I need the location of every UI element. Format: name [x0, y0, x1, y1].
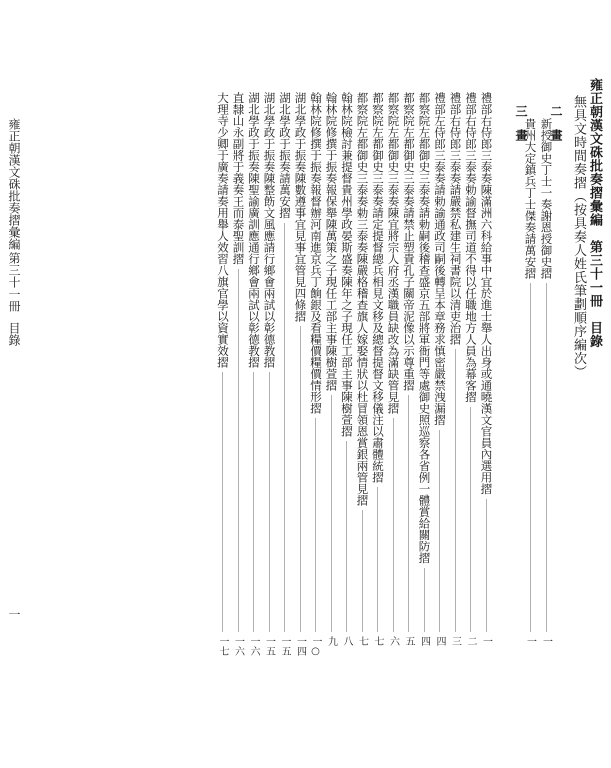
leader-line: [439, 430, 440, 633]
entry-title: 都察院左都御史三泰奏請禁止塑貴孔子關帝泥像以示尊重摺: [402, 92, 416, 391]
leader-line: [238, 269, 239, 633]
leader-line: [530, 283, 531, 632]
entry-page-number: 一: [480, 636, 492, 646]
entry-page-number: 九: [325, 636, 337, 646]
entry-title: 湖北學政于振奏陳聖諭廣訓應通行鄉會兩試以彰德教摺: [247, 92, 261, 368]
entry-title: 都察院左都御史三泰奏請定提督總兵相見文移及總督提督文移儀注以肅體統摺: [371, 92, 385, 483]
footer-page-number: 一: [7, 608, 21, 620]
entry-page-number: 二: [465, 636, 476, 646]
leader-line: [362, 510, 363, 632]
leader-line: [455, 349, 456, 632]
entry-page-number: 六: [387, 636, 399, 646]
entry-page-number: 一七: [217, 636, 228, 656]
leader-line: [253, 372, 254, 632]
entry-page-number: 四: [434, 636, 445, 646]
entry-title: 禮部左侍郎三泰奏請勅諭通政司嗣後轉呈本章務求慎密嚴禁洩漏摺: [433, 92, 447, 426]
leader-line: [269, 372, 270, 632]
entry-page-number: 四: [418, 636, 430, 646]
entry-title: 都察院左都御史三泰奏陳宜將宗人府丞漢職員缺改為滿缺管見摺: [386, 92, 401, 414]
footer-volume: 第三十一冊: [7, 252, 21, 312]
entry-title: 湖北學政于振奏陳數遵事宜見事宜管見四條摺: [293, 92, 308, 322]
leader-line: [408, 395, 409, 632]
section-heading-three-strokes: 三 畫: [514, 105, 528, 141]
entry-title: 大理寺少卿于廣奏請奏用舉人效習八旗官學以資實效摺: [216, 92, 230, 368]
entry-title: 禮部右侍郎三泰奏陳滿洲六科給事中宜於進士舉人出身或通曉漢文官員內選用摺: [479, 92, 494, 495]
entry-page-number: 五: [403, 636, 414, 646]
leader-line: [284, 223, 285, 633]
footer-book-title: 雍正朝漢文硃批奏摺彙編: [7, 118, 21, 250]
entry-page-number: 一五: [279, 636, 290, 656]
entry-title: 湖北學政于振奏陳整飭文風應請行鄉會兩試以彰德教摺: [262, 92, 277, 368]
entry-title: 都察院左都御史三泰奏請勅嗣後稽查盛京五部將軍衙門等處御史照巡察各省例一體賞給關防摺: [417, 92, 432, 564]
leader-line: [393, 418, 394, 632]
entry-page-number: 一: [540, 636, 552, 646]
entry-title: 禮部右侍郎三泰奏請嚴禁私建生祠書院以清吏治摺: [448, 92, 463, 345]
leader-line: [424, 568, 425, 633]
leader-line: [346, 441, 347, 632]
entry-page-number: 一: [524, 636, 536, 646]
entry-page-number: 一○: [310, 636, 321, 657]
volume-title: 雍正朝漢文硃批奏摺彙編 第三十一冊 目錄: [587, 78, 602, 348]
entry-title: 翰林院修撰于振奏報保舉陳萬策之子現任工部主事陳樹萱摺: [324, 92, 339, 391]
leader-line: [300, 326, 301, 632]
leader-line: [486, 499, 487, 633]
entry-title: 都察院左都御史三泰奏勅三泰奏陳嚴格稽查旗人嫁娶情狀以杜冒領恩賞銀兩管見摺: [355, 92, 370, 506]
entry-title: 貴州大定鎮兵丁士傑奏請萬安摺: [523, 118, 538, 279]
leader-line: [377, 487, 378, 632]
entry-title: 新授御史丁士一奏謝恩授御史摺: [539, 118, 554, 279]
entry-title: 翰林院修撰于振奏報督辦河南進京兵丁餉銀及看糧價糧價情形摺: [309, 92, 323, 414]
leader-line: [546, 283, 547, 632]
volume-subtitle: 無具文時間奏摺（按具奏人姓氏筆劃順序編次）: [571, 95, 586, 379]
leader-line: [331, 395, 332, 632]
section-heading-two-strokes: 二 畫: [549, 105, 563, 141]
leader-line: [315, 418, 316, 632]
entry-page-number: 七: [372, 636, 383, 646]
leader-line: [222, 372, 223, 632]
entry-page-number: 一六: [232, 636, 244, 656]
entry-title: 禮部右侍郎三泰奏勅諭督撫司道不得以任職地方人員為幕客摺: [464, 92, 478, 403]
entry-page-number: 一四: [294, 636, 306, 656]
entry-title: 翰林院檢討兼提督貴州學政晏斯盛奏陳年之子現任工部主事陳樹萱摺: [340, 92, 354, 437]
leader-line: [470, 407, 471, 633]
entry-title: 直隸山永副將于義奏王而泰聖訓摺: [231, 92, 246, 265]
entry-title: 湖北學政于振奏請萬安摺: [278, 92, 292, 219]
footer-section: 目錄: [7, 322, 21, 346]
entry-page-number: 一六: [248, 636, 259, 656]
entry-page-number: 八: [341, 636, 352, 646]
entry-page-number: 七: [356, 636, 368, 646]
entry-page-number: 三: [449, 636, 461, 646]
entry-page-number: 一五: [263, 636, 275, 656]
